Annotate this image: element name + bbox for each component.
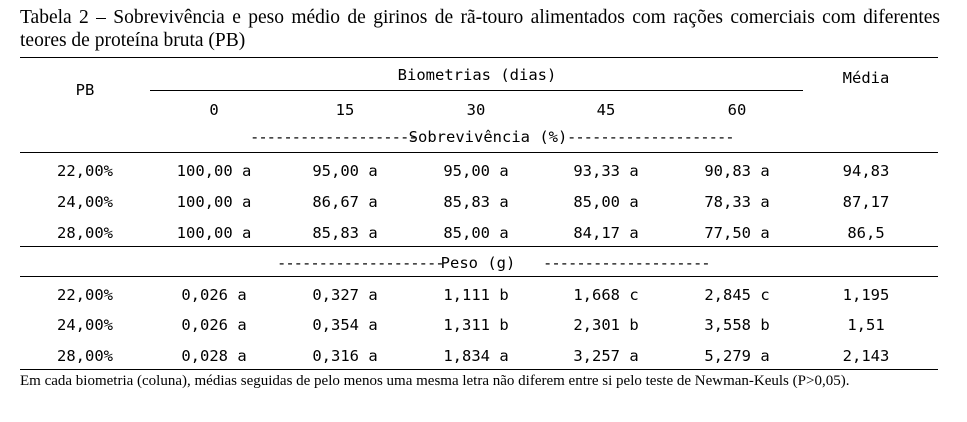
bottom-rule — [20, 369, 938, 370]
section-rule — [20, 246, 938, 247]
table-cell: 90,83 a — [704, 162, 770, 180]
header-biometrias: Biometrias (dias) — [397, 66, 557, 84]
table-cell: 1,311 b — [443, 316, 509, 334]
table-caption: Tabela 2 – Sobrevivência e peso médio de girinos de rã-touro alimentados com rações comerciais com diferentes teores de proteína bruta (PB) — [20, 7, 940, 51]
table-cell: 84,17 a — [573, 224, 639, 242]
row-pb: 22,00% — [57, 162, 113, 180]
table-cell: 95,00 a — [443, 162, 509, 180]
row-pb: 22,00% — [57, 286, 113, 304]
header-day-45: 45 — [596, 101, 616, 119]
section-dashes-right: -------------------- — [543, 254, 710, 272]
header-day-0: 0 — [209, 101, 219, 119]
section-dashes-left: -------------------- — [250, 128, 417, 146]
table-cell: 2,301 b — [573, 316, 639, 334]
header-day-30: 30 — [466, 101, 486, 119]
row-media: 94,83 — [842, 162, 890, 180]
section-rule — [20, 276, 938, 277]
table-cell: 93,33 a — [573, 162, 639, 180]
biometrias-rule — [150, 90, 803, 91]
section-label-sobrevivencia: Sobrevivência (%) — [408, 128, 568, 146]
row-pb: 28,00% — [57, 347, 113, 365]
row-media: 1,195 — [842, 286, 890, 304]
table-cell: 1,834 a — [443, 347, 509, 365]
table-cell: 85,83 a — [312, 224, 378, 242]
table-cell: 2,845 c — [704, 286, 770, 304]
table-cell: 100,00 a — [176, 193, 252, 211]
row-media: 1,51 — [847, 316, 885, 334]
table-cell: 85,00 a — [443, 224, 509, 242]
table-cell: 0,026 a — [181, 286, 247, 304]
table-cell: 0,028 a — [181, 347, 247, 365]
table-cell: 86,67 a — [312, 193, 378, 211]
row-media: 86,5 — [847, 224, 885, 242]
row-pb: 24,00% — [57, 316, 113, 334]
section-label-peso: Peso (g) — [440, 254, 516, 272]
header-pb: PB — [75, 81, 95, 99]
table-cell: 100,00 a — [176, 162, 252, 180]
table-cell: 100,00 a — [176, 224, 252, 242]
table-cell: 85,83 a — [443, 193, 509, 211]
row-pb: 28,00% — [57, 224, 113, 242]
table-cell: 0,316 a — [312, 347, 378, 365]
header-media: Média — [842, 69, 890, 87]
top-rule — [20, 57, 938, 58]
row-media: 87,17 — [842, 193, 890, 211]
header-day-15: 15 — [335, 101, 355, 119]
table-cell: 0,327 a — [312, 286, 378, 304]
row-media: 2,143 — [842, 347, 890, 365]
table-cell: 0,354 a — [312, 316, 378, 334]
table-cell: 0,026 a — [181, 316, 247, 334]
table-cell: 95,00 a — [312, 162, 378, 180]
table-cell: 1,668 c — [573, 286, 639, 304]
table-cell: 3,558 b — [704, 316, 770, 334]
section-dashes-right: -------------------- — [567, 128, 734, 146]
table-cell: 1,111 b — [443, 286, 509, 304]
table-cell: 5,279 a — [704, 347, 770, 365]
table-cell: 77,50 a — [704, 224, 770, 242]
row-pb: 24,00% — [57, 193, 113, 211]
table-cell: 85,00 a — [573, 193, 639, 211]
table-footnote: Em cada biometria (coluna), médias seguidas de pelo menos uma mesma letra não diferem entre si pelo teste de Newman-Keuls (P>0,05). — [20, 373, 850, 389]
table-cell: 78,33 a — [704, 193, 770, 211]
header-rule — [20, 152, 938, 153]
section-dashes-left: -------------------- — [277, 254, 444, 272]
header-day-60: 60 — [727, 101, 747, 119]
table-cell: 3,257 a — [573, 347, 639, 365]
